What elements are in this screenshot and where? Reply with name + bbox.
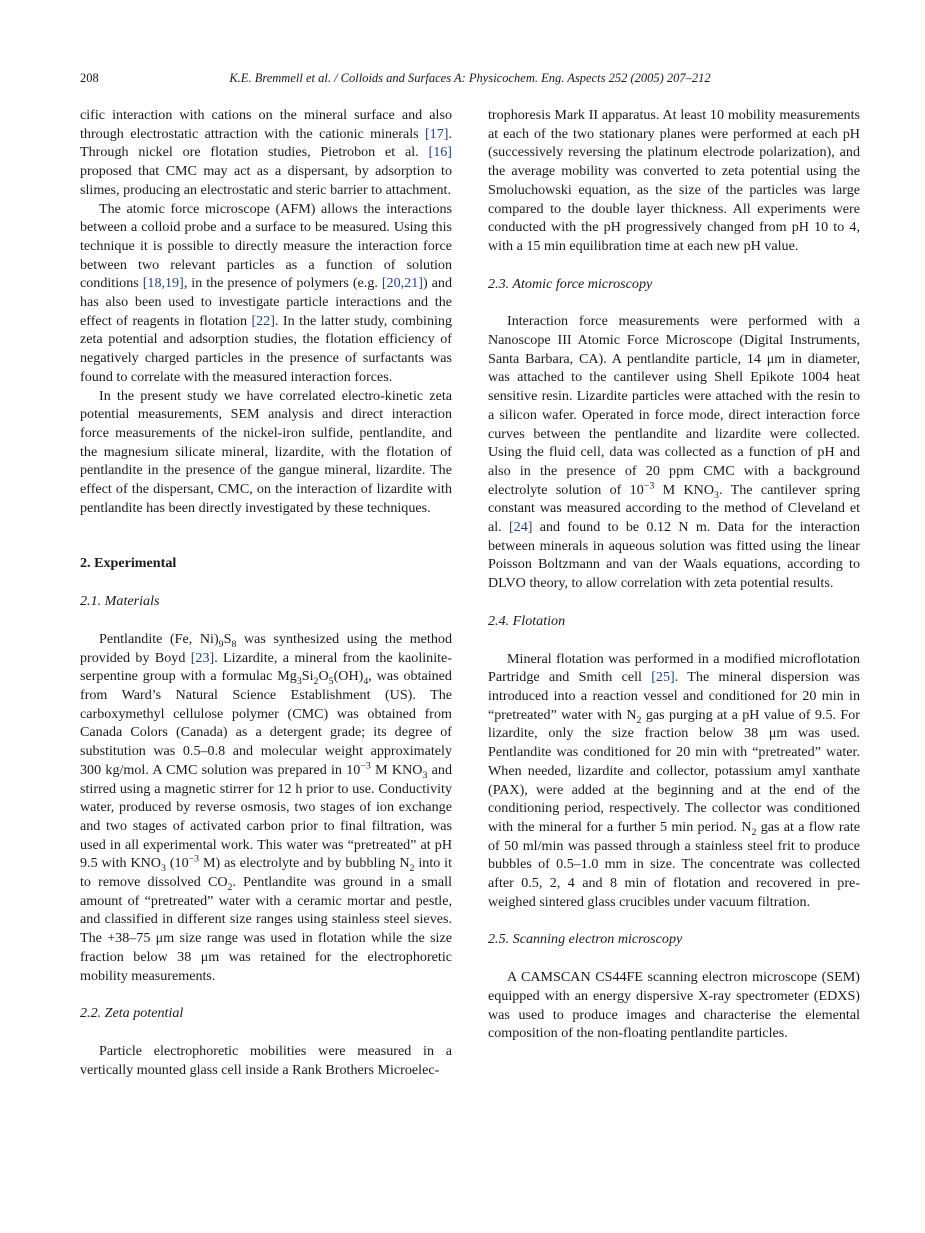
- subsection-heading-flotation: 2.4. Flotation: [488, 612, 566, 629]
- paragraph-zeta-continued: trophoresis Mark II apparatus. At least 10 mobility measurements at each of the two stationary planes were performed at each pH (successively reversing the platinum electrode polarization), and the average mobility was converted to zeta potential using the Smoluchowski equation, as the size of the particles was large compared to the double layer thickness. All experiments were conducted with the pH progressively changed from pH 10 to 4, with a 15 min equilibration time at each new pH value.: [488, 107, 860, 254]
- right-column: [488, 106, 860, 1043]
- citation-link[interactable]: [22]: [251, 312, 275, 329]
- subsection-heading-zeta-potential: 2.2. Zeta potential: [80, 1005, 184, 1022]
- citation-link[interactable]: [18,19]: [142, 275, 184, 292]
- left-column: [80, 106, 452, 1079]
- paragraph-flotation: Mineral flotation was performed in a modified microflotation Partridge and Smith cell [25]. The mineral dispersion was introduced into a reaction vessel and conditioned for 20 min in “pretreated” water with $N_2$ gas purging at a pH value of 9.5. For lizardite, only the size fraction below 38 μm was used. Pentlandite was conditioned for 20 min with “pretreated” water. When needed, lizardite and collector, potassium amyl xanthate (PAX), were added at the beginning and at the end of the conditioning period, respectively. The collector was conditioned with the mineral for a further 5 min period. $N_2$ gas at a flow rate of 50 ml/min was passed through a stainless steel frit to produce bubbles of 0.5–1.0 mm in size. The concentrate was collected after 0.5, 2, 4 and 8 min of flotation and recovered in pre-weighed sintered glass crucibles under vacuum filtration.: [488, 650, 860, 910]
- paragraph-afm: Interaction force measurements were performed with a Nanoscope III Atomic Force Microscope (Digital Instruments, Santa Barbara, CA). A pentlandite particle, 14 μm in diameter, was attached to the cantilever using Shell Epikote 1004 heat sensitive resin. Lizardite particles were attached with the resin to a silicon wafer. Operated in force mode, direct interaction force curves between the pentlandite and lizardite were collected. Using the fluid cell, data was collected as a function of pH and also in the presence of 20 ppm CMC with a background electrolyte solution of $10^{-3}$ M $KNO_3$. The cantilever spring constant was measured according to the method of Cleveland et al. [24] and found to be 0.12 N m. Data for the interaction between minerals in aqueous solution was fitted using the linear Poisson Boltzmann and van der Waals equations, according to DLVO theory, to allow correlation with zeta potential results.: [488, 313, 860, 592]
- paragraph-materials: Pentlandite (Fe, $Ni)_9S_8$ was synthesized using the method provided by Boyd [23]. Lizardite, a mineral from the kaolinite-serpentine group with a formulac $Mg_3Si_2O_5(OH)_4$, was obtained from Ward’s Natural Science Establishment (US). The carboxymethyl cellulose polymer (CMC) was obtained from Canada Colors (Canada) as a detergent grade; its degree of substitution was 0.5–0.8 and molecular weight approximately 300 kg/mol. A CMC solution was prepared in $10^{-3}$ M $KNO_3$ and stirred using a magnetic stirrer for 12 h prior to use. Conductivity water, produced by reverse osmosis, two stages of ion exchange and two stages of activated carbon prior to final filtration, was used in all experimental work. This water was “pretreated” at pH 9.5 with $KNO_3$ ($10^{-3}$ M) as electrolyte and by bubbling $N_2$ into it to remove dissolved $CO_2$. Pentlandite was ground in a small amount of “pretreated” water with a ceramic mortar and pestle, and classified in different size ranges using stainless steel sieves. The +38–75 μm size range was used in flotation while the size fraction below 38 μm was retained for the electrophoretic mobility measurements.: [80, 630, 453, 984]
- subsection-heading-sem: 2.5. Scanning electron microscopy: [488, 931, 683, 948]
- citation-link[interactable]: [17]: [424, 125, 449, 142]
- page-number: 208: [80, 71, 99, 85]
- citation-link[interactable]: [24]: [508, 519, 533, 536]
- citation-link[interactable]: [16]: [428, 144, 452, 161]
- paragraph-afm-intro: The atomic force microscope (AFM) allows the interactions between a colloid probe and a surface to be measured. Using this technique it is possible to directly measure the interaction force between two relevant particles as a function of solution conditions [18,19], in the presence of polymers (e.g. [20,21]) and has also been used to investigate particle interactions and the effect of reagents in flotation [22]. In the latter study, combining zeta potential and adsorption studies, the flotation efficiency of negatively charged particles in the presence of surfactants was found to correlate with the measured interaction forces.: [80, 200, 452, 385]
- section-heading-experimental: 2. Experimental: [80, 555, 177, 572]
- citation-link[interactable]: [20,21]: [381, 275, 423, 292]
- journal-citation: K.E. Bremmell et al. / Colloids and Surfaces A: Physicochem. Eng. Aspects 252 (2005) 207–212: [229, 71, 711, 85]
- paragraph-sem: A CAMSCAN CS44FE scanning electron microscope (SEM) equipped with an energy dispersive X-ray spectrometer (EDXS) was used to produce images and characterise the elemental composition of the non-floating pentlandite particles.: [488, 969, 860, 1042]
- citation-link[interactable]: [25]: [651, 669, 675, 686]
- citation-link[interactable]: [23]: [190, 649, 215, 666]
- paragraph-zeta-potential: Particle electrophoretic mobilities were measured in a vertically mounted glass cell inside a Rank Brothers Microelec-: [80, 1042, 452, 1078]
- paragraph-intro-continued: cific interaction with cations on the mineral surface and also through electrostatic attraction with the cationic minerals [17]. Through nickel ore flotation studies, Pietrobon et al. [16] proposed that CMC may act as a dispersant, by adsorption to slimes, producing an electrostatic and steric barrier to attachment.: [80, 107, 452, 198]
- subsection-heading-afm: 2.3. Atomic force microscopy: [488, 275, 653, 292]
- subsection-heading-materials: 2.1. Materials: [80, 593, 160, 610]
- paragraph-present-study: In the present study we have correlated electro-kinetic zeta potential measurements, SEM analysis and direct interaction force measurements of the nickel-iron sulfide, pentlandite, and the magnesium silicate mineral, lizardite, with the flotation of pentlandite in the presence of the gangue mineral, lizardite. The effect of the dispersant, CMC, on the interaction of lizardite with pentlandite has been directly investigated by these techniques.: [80, 387, 452, 516]
